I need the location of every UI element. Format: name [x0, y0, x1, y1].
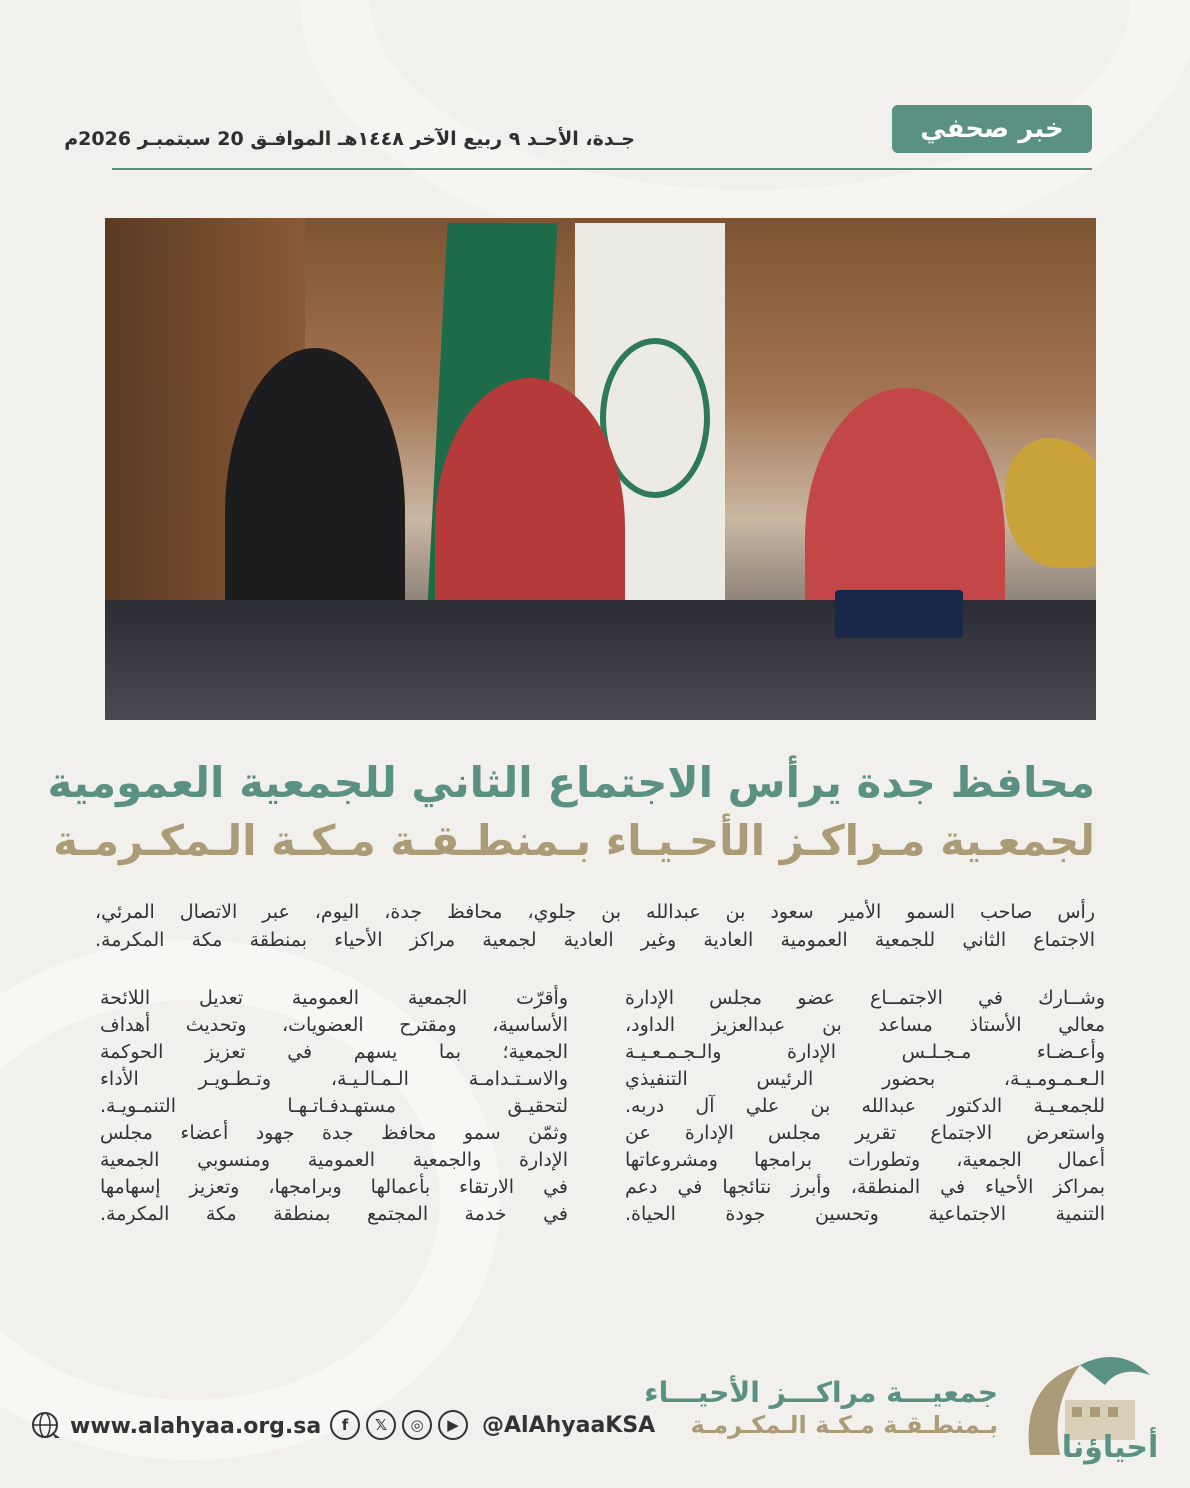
headline-line-2: لجمعـية مـراكـز الأحـيـاء بـمنطـقـة مـكـة الـمكـرمـة: [53, 816, 1095, 865]
lead-line: رأس صاحب السمو الأمير سعود بن عبدالله بن جلوي، محافظ جدة، اليوم، عبر الاتصال المرئي،: [95, 901, 1095, 923]
facebook-icon[interactable]: f: [330, 1410, 360, 1440]
org-name: [644, 1376, 998, 1439]
body-line: الجمعية؛ بما يسهم في تعزيز الحوكمة: [100, 1041, 568, 1063]
body-line: وأعـضـاء مـجـلـس الإدارة والـجـمـعـيـة: [625, 1041, 1105, 1063]
news-badge: خبر صحفي: [892, 105, 1092, 153]
body-line: الأساسية، ومقترح العضويات، وتحديث أهداف: [100, 1014, 568, 1036]
header-divider: [112, 168, 1092, 170]
body-line: واستعرض الاجتماع تقرير مجلس الإدارة عن: [625, 1122, 1105, 1144]
website-link[interactable]: [30, 1410, 321, 1442]
body-line: والاسـتـدامـة الـمـالـيـة، وتـطـويـر الأداء: [100, 1068, 568, 1090]
photo-horse-statue: [1005, 438, 1096, 568]
lead-line: الاجتماع الثاني للجمعية العمومية العادية وغير العادية لجمعية مراكز الأحياء بمنطقة مكة المكرمة.: [95, 929, 1095, 951]
lead-paragraph: [95, 898, 1095, 954]
body-line: التنمية الاجتماعية وتحسين جودة الحياة.: [625, 1203, 1105, 1225]
body-line: في خدمة المجتمع بمنطقة مكة المكرمة.: [100, 1203, 568, 1225]
instagram-icon[interactable]: ◎: [402, 1410, 432, 1440]
body-line: في الارتقاء بأعمالها وبرامجها، وتعزيز إسهامها: [100, 1176, 568, 1198]
headline-line-1: محافظ جدة يرأس الاجتماع الثاني للجمعية العمومية: [47, 758, 1095, 807]
body-line: وثمّن سمو محافظ جدة جهود أعضاء مجلس: [100, 1122, 568, 1144]
body-line: أعمال الجمعية، وتطورات برامجها ومشروعاتها: [625, 1149, 1105, 1171]
body-line: الإدارة والجمعية العمومية ومنسوبي الجمعية: [100, 1149, 568, 1171]
org-name-line-1: جمعيـــة مراكـــز الأحيـــاء: [644, 1376, 998, 1409]
body-column-left: [100, 985, 568, 1228]
x-icon[interactable]: 𝕏: [366, 1410, 396, 1440]
body-line: للجمعـيـة الدكتور عبدالله بن علي آل دربه.: [625, 1095, 1105, 1117]
youtube-icon[interactable]: ▶: [438, 1410, 468, 1440]
body-line: وشــارك في الاجتمــاع عضو مجلس الإدارة: [625, 987, 1105, 1009]
social-links: [330, 1410, 655, 1440]
org-logo: [1010, 1345, 1160, 1465]
photo-nameplate: [835, 590, 963, 638]
org-name-line-2: بـمنطـقـة مـكـة الـمكـرمـة: [690, 1411, 998, 1439]
logo-text: أحياؤنا: [1061, 1430, 1159, 1465]
body-line: لتحقيـق مستهـدفـاتـهـا التنمـويـة.: [100, 1095, 568, 1117]
body-line: معالي الأستاذ مساعد بن عبدالعزيز الداود،: [625, 1014, 1105, 1036]
globe-icon: [30, 1410, 62, 1442]
body-column-right: [625, 985, 1105, 1228]
body-line: الـعـمـومـيـة، بحضور الرئيس التنفيذي: [625, 1068, 1105, 1090]
body-line: وأقرّت الجمعية العمومية تعديل اللائحة: [100, 987, 568, 1009]
dateline: جـدة، الأحـد ٩ ربيع الآخر ١٤٤٨هـ الموافـق 20 سبتمبـر 2026م: [64, 128, 635, 150]
website-url[interactable]: www.alahyaa.org.sa: [70, 1413, 322, 1439]
meeting-photo: [105, 218, 1096, 720]
social-handle[interactable]: @AlAhyaaKSA: [482, 1412, 656, 1438]
body-line: بمراكز الأحياء في المنطقة، وأبرز نتائجها في دعم: [625, 1176, 1105, 1198]
